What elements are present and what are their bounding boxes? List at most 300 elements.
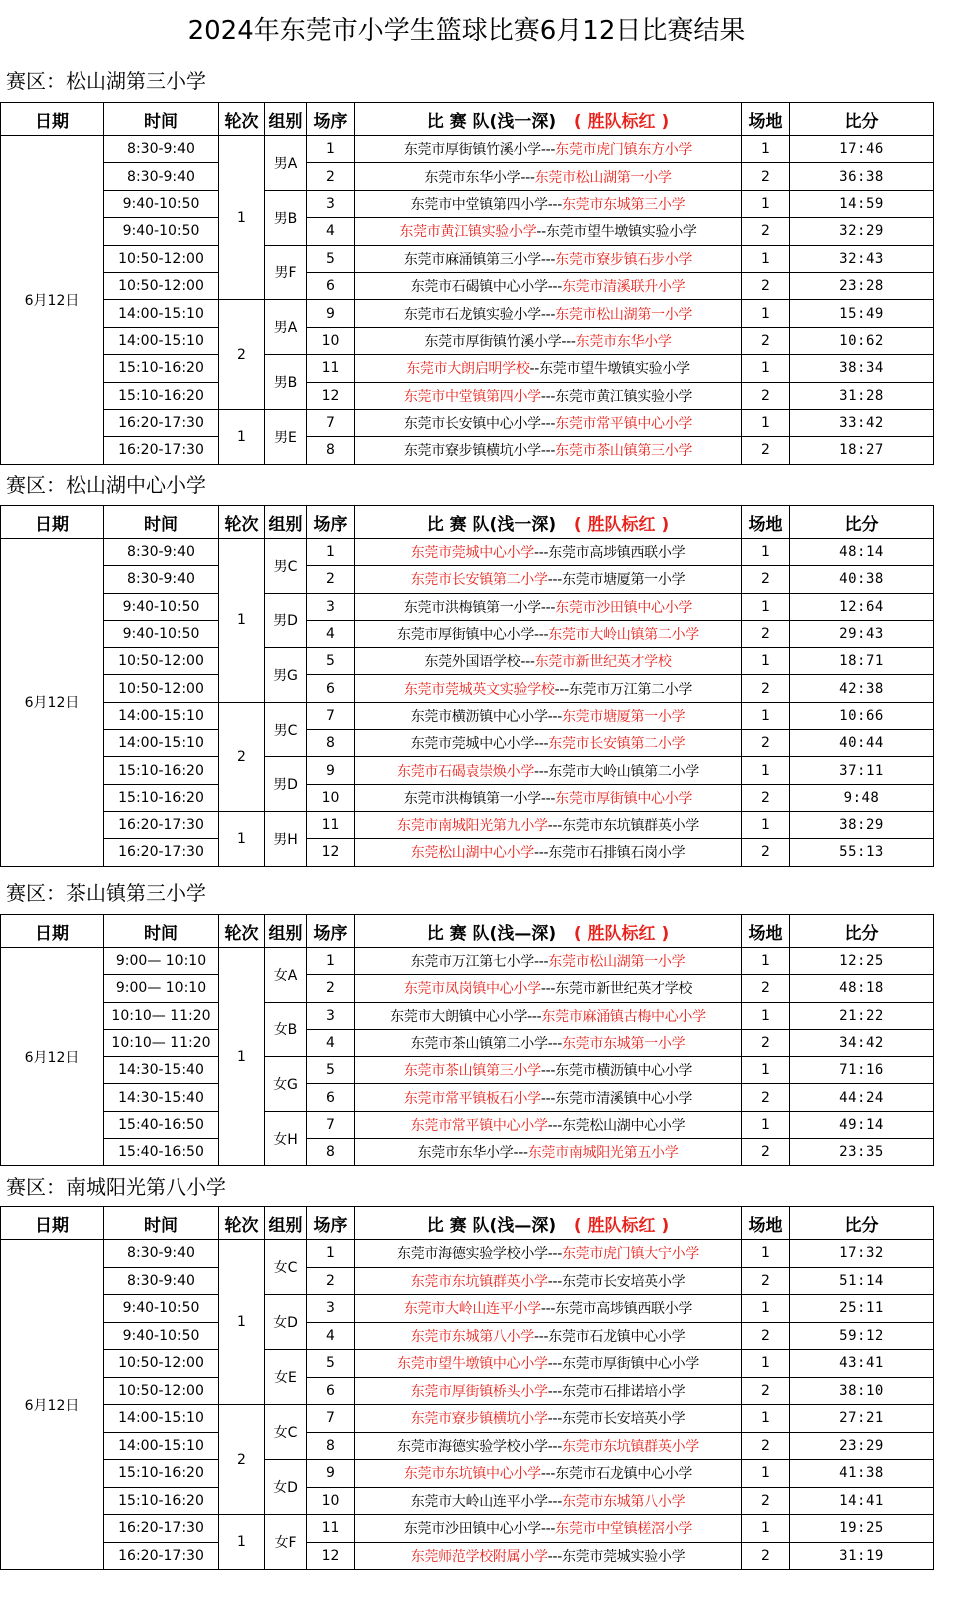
match-teams [355, 1240, 742, 1268]
team-separator: --- [547, 1117, 562, 1134]
match-time: 16:20-17:30 [104, 1515, 219, 1543]
match-teams [355, 948, 742, 975]
team-separator: --- [540, 416, 556, 433]
match-date: 6月12日 [1, 948, 104, 1166]
column-header-court: 场地 [742, 915, 790, 948]
team-dark: 东莞市东城第一小学 [561, 1036, 686, 1053]
match-score: 48:14 [790, 539, 934, 566]
match-round: 1 [219, 948, 265, 1166]
team-dark: 东莞市松山湖第一小学 [534, 169, 672, 186]
match-time: 14:00-15:10 [104, 327, 219, 354]
match-score: 31:28 [790, 382, 934, 409]
winner-note: 胜队标红 [587, 923, 656, 944]
team-dark: 东莞市大岭山镇第二小学 [548, 763, 699, 780]
team-separator: --- [547, 572, 562, 589]
match-court: 2 [742, 1139, 790, 1166]
table-row [1, 1432, 934, 1460]
team-light: 东莞市寮步镇横坑小学 [410, 1411, 548, 1428]
table-row [1, 272, 934, 299]
team-dark: 东莞市横沥镇中心小学 [555, 1063, 693, 1080]
match-group: 女G [265, 1057, 307, 1112]
team-dark: 东莞市厚街镇中心小学 [561, 1356, 699, 1373]
team-light: 东莞市东华小学 [424, 169, 521, 186]
match-time: 16:20-17:30 [104, 839, 219, 866]
table-row [1, 1460, 934, 1488]
match-teams [355, 566, 742, 593]
match-teams [355, 975, 742, 1002]
table-row [1, 620, 934, 647]
column-header-round: 轮次 [219, 915, 265, 948]
table-row [1, 593, 934, 620]
match-order: 2 [307, 163, 355, 190]
match-court: 2 [742, 1542, 790, 1570]
team-separator: --- [561, 333, 576, 350]
match-group: 女A [265, 948, 307, 1003]
match-court: 2 [742, 218, 790, 245]
team-dark: 东莞市新世纪英才学校 [555, 981, 693, 998]
match-score: 49:14 [790, 1111, 934, 1138]
team-light: 东莞市石碣袁崇焕小学 [397, 763, 535, 780]
column-header-score: 比分 [790, 915, 934, 948]
table-row [1, 190, 934, 217]
match-court: 2 [742, 620, 790, 647]
match-teams [355, 757, 742, 784]
team-separator: --- [547, 196, 562, 213]
match-order: 2 [307, 1267, 355, 1295]
team-dark: 东莞市沙田镇中心小学 [555, 599, 693, 616]
team-separator: --- [540, 599, 556, 616]
match-teams [355, 1377, 742, 1405]
match-teams [355, 1322, 742, 1350]
column-header-group: 组别 [265, 915, 307, 948]
match-time: 16:20-17:30 [104, 811, 219, 838]
column-header-date: 日期 [1, 915, 104, 948]
match-court: 2 [742, 1487, 790, 1515]
match-date: 6月12日 [1, 539, 104, 867]
team-dark: 东莞市东坑镇群英小学 [561, 1438, 699, 1455]
team-separator: --- [527, 1008, 542, 1025]
team-light: 东莞市黄江镇实验小学 [399, 224, 537, 241]
table-header-row [1, 915, 934, 948]
column-header-time: 时间 [104, 915, 219, 948]
match-group: 男E [265, 409, 307, 464]
team-separator: --- [547, 279, 562, 296]
match-order: 1 [307, 1240, 355, 1268]
match-court: 2 [742, 272, 790, 299]
match-order: 3 [307, 1295, 355, 1323]
results-table [0, 505, 934, 867]
match-teams [355, 1029, 742, 1056]
match-teams [355, 539, 742, 566]
team-separator: --- [540, 306, 556, 323]
match-round: 1 [219, 136, 265, 300]
match-group: 男C [265, 539, 307, 594]
team-light: 东莞外国语学校 [424, 654, 521, 671]
table-row [1, 675, 934, 702]
match-teams [355, 272, 742, 299]
match-score: 18:71 [790, 648, 934, 675]
team-separator: --- [540, 443, 556, 460]
team-dark: 东莞市南城阳光第五小学 [527, 1145, 679, 1162]
match-court: 1 [742, 1515, 790, 1543]
match-court: 2 [742, 382, 790, 409]
match-court: 1 [742, 593, 790, 620]
match-teams [355, 648, 742, 675]
match-score: 36:38 [790, 163, 934, 190]
column-header-score: 比分 [790, 103, 934, 136]
team-light: 东莞市海德实验学校小学 [397, 1438, 548, 1455]
match-teams [355, 355, 742, 382]
match-teams [355, 136, 742, 163]
match-order: 1 [307, 948, 355, 975]
table-row [1, 948, 934, 975]
match-teams [355, 1432, 742, 1460]
table-row [1, 1487, 934, 1515]
match-time: 9:40-10:50 [104, 218, 219, 245]
match-time: 15:10-16:20 [104, 1460, 219, 1488]
table-row [1, 218, 934, 245]
table-row [1, 163, 934, 190]
match-score: 42:38 [790, 675, 934, 702]
match-score: 55:13 [790, 839, 934, 866]
match-teams [355, 1139, 742, 1166]
match-order: 6 [307, 272, 355, 299]
team-dark: 东莞市长安培英小学 [561, 1411, 686, 1428]
match-court: 1 [742, 136, 790, 163]
match-order: 5 [307, 648, 355, 675]
team-light: 东莞市麻涌镇第三小学 [403, 251, 541, 268]
table-row [1, 1515, 934, 1543]
match-court: 2 [742, 1084, 790, 1111]
match-time: 9:40-10:50 [104, 1322, 219, 1350]
column-header-round: 轮次 [219, 506, 265, 539]
column-header-teams [355, 915, 742, 948]
match-teams [355, 1515, 742, 1543]
match-score: 31:19 [790, 1542, 934, 1570]
match-round: 2 [219, 300, 265, 410]
match-score: 21:22 [790, 1002, 934, 1029]
match-court: 2 [742, 975, 790, 1002]
match-court: 1 [742, 1405, 790, 1433]
team-dark: 东莞市塘厦第一小学 [561, 708, 686, 725]
match-time: 16:20-17:30 [104, 1542, 219, 1570]
team-separator: --- [534, 627, 549, 644]
match-score: 32:29 [790, 218, 934, 245]
match-score: 15:49 [790, 300, 934, 327]
team-dark: 东莞市长安培英小学 [561, 1273, 686, 1290]
team-light: 东莞市大朗启明学校 [406, 361, 530, 378]
teams-header-label: 比 赛 队(浅—深) [426, 1215, 557, 1236]
match-group: 男A [265, 136, 307, 191]
match-order: 11 [307, 811, 355, 838]
match-court: 2 [742, 1267, 790, 1295]
team-separator: --- [540, 981, 556, 998]
table-row [1, 975, 934, 1002]
team-separator: --- [540, 790, 556, 807]
team-dark: 东莞市松山湖第一小学 [548, 954, 686, 971]
team-dark: 东莞市高埗镇西联小学 [548, 545, 686, 562]
table-row [1, 839, 934, 866]
match-round: 1 [219, 1240, 265, 1405]
match-order: 4 [307, 218, 355, 245]
match-order: 4 [307, 620, 355, 647]
match-group: 男D [265, 593, 307, 648]
team-light: 东莞市莞城中心小学 [410, 736, 535, 753]
team-separator: --- [513, 1145, 528, 1162]
match-court: 1 [742, 539, 790, 566]
match-group: 男F [265, 245, 307, 300]
match-court: 2 [742, 1322, 790, 1350]
match-score: 32:43 [790, 245, 934, 272]
team-separator: --- [547, 1246, 562, 1263]
match-score: 19:25 [790, 1515, 934, 1543]
team-separator: -- [536, 224, 546, 241]
team-light: 东莞市常平镇板石小学 [403, 1090, 541, 1107]
table-row [1, 730, 934, 757]
team-separator: --- [534, 736, 549, 753]
match-time: 10:50-12:00 [104, 245, 219, 272]
match-order: 2 [307, 566, 355, 593]
paren-open: ( [556, 923, 588, 944]
paren-open: ( [556, 111, 588, 132]
match-order: 5 [307, 1057, 355, 1084]
match-court: 2 [742, 163, 790, 190]
match-score: 27:21 [790, 1405, 934, 1433]
winner-note: 胜队标红 [587, 514, 656, 535]
team-light: 东莞市凤岗镇中心小学 [403, 981, 541, 998]
match-score: 48:18 [790, 975, 934, 1002]
match-time: 8:30-9:40 [104, 136, 219, 163]
column-header-teams [355, 506, 742, 539]
team-light: 东莞市石龙镇实验小学 [403, 306, 541, 323]
match-score: 23:29 [790, 1432, 934, 1460]
match-court: 1 [742, 702, 790, 729]
team-light: 东莞市大朗镇中心小学 [390, 1008, 528, 1025]
match-court: 1 [742, 1460, 790, 1488]
match-court: 1 [742, 1057, 790, 1084]
column-header-group: 组别 [265, 506, 307, 539]
table-row [1, 1002, 934, 1029]
team-dark: 东莞市东坑镇群英小学 [561, 818, 699, 835]
match-order: 9 [307, 300, 355, 327]
winner-note: 胜队标红 [587, 111, 656, 132]
team-dark: 东莞松山湖中心小学 [561, 1117, 686, 1134]
team-light: 东莞市茶山镇第二小学 [410, 1036, 548, 1053]
team-light: 东莞市莞城英文实验学校 [403, 681, 555, 698]
match-order: 6 [307, 1084, 355, 1111]
match-court: 1 [742, 648, 790, 675]
match-court: 2 [742, 437, 790, 464]
results-table [0, 102, 934, 465]
match-date: 6月12日 [1, 1240, 104, 1570]
team-dark: 东莞市清溪镇中心小学 [555, 1090, 693, 1107]
team-dark: 东莞市塘厦第一小学 [561, 572, 686, 589]
team-light: 东莞市中堂镇第四小学 [403, 388, 541, 405]
column-header-date: 日期 [1, 103, 104, 136]
match-score: 9:48 [790, 784, 934, 811]
team-separator: --- [540, 251, 556, 268]
table-row [1, 1322, 934, 1350]
table-row [1, 539, 934, 566]
match-court: 2 [742, 1432, 790, 1460]
match-teams [355, 163, 742, 190]
match-order: 2 [307, 975, 355, 1002]
team-light: 东莞市万江第七小学 [410, 954, 535, 971]
column-header-score: 比分 [790, 1207, 934, 1240]
team-light: 东莞市长安镇中心小学 [403, 416, 541, 433]
match-court: 1 [742, 757, 790, 784]
table-row [1, 784, 934, 811]
match-time: 14:00-15:10 [104, 730, 219, 757]
team-dark: 东莞市望牛墩镇实验小学 [539, 361, 690, 378]
match-order: 10 [307, 1487, 355, 1515]
team-separator: --- [547, 1438, 562, 1455]
match-court: 2 [742, 784, 790, 811]
team-separator: --- [540, 142, 556, 159]
table-row [1, 1240, 934, 1268]
teams-header-label: 比 赛 队(浅—深) [426, 923, 557, 944]
match-teams [355, 409, 742, 436]
match-teams [355, 1487, 742, 1515]
match-time: 10:50-12:00 [104, 648, 219, 675]
team-light: 东莞市横沥镇中心小学 [410, 708, 548, 725]
table-row [1, 1057, 934, 1084]
team-dark: 东莞市中堂镇槎滘小学 [555, 1521, 693, 1538]
table-row [1, 1084, 934, 1111]
match-court: 2 [742, 566, 790, 593]
table-row [1, 382, 934, 409]
paren-open: ( [556, 1215, 588, 1236]
team-light: 东莞师范学校附属小学 [410, 1548, 548, 1565]
column-header-order: 场序 [307, 915, 355, 948]
results-table [0, 1206, 934, 1570]
team-light: 东莞市莞城中心小学 [410, 545, 535, 562]
team-dark: 东莞市虎门镇大宁小学 [561, 1246, 699, 1263]
table-row [1, 1139, 934, 1166]
team-light: 东莞市厚街镇桥头小学 [410, 1383, 548, 1400]
team-separator: --- [534, 845, 549, 862]
match-court: 1 [742, 190, 790, 217]
match-order: 4 [307, 1029, 355, 1056]
team-separator: --- [547, 1493, 562, 1510]
match-score: 10:66 [790, 702, 934, 729]
match-score: 59:12 [790, 1322, 934, 1350]
match-time: 15:10-16:20 [104, 784, 219, 811]
match-order: 7 [307, 1405, 355, 1433]
column-header-order: 场序 [307, 506, 355, 539]
match-time: 9:40-10:50 [104, 593, 219, 620]
team-light: 东莞市茶山镇第三小学 [403, 1063, 541, 1080]
match-time: 15:10-16:20 [104, 382, 219, 409]
match-time: 14:00-15:10 [104, 1405, 219, 1433]
venue-heading: 赛区：南城阳光第八小学 [6, 1175, 226, 1199]
team-light: 东莞市厚街镇中心小学 [397, 627, 535, 644]
team-light: 东莞市大岭山连平小学 [403, 1301, 541, 1318]
match-order: 7 [307, 702, 355, 729]
match-score: 40:44 [790, 730, 934, 757]
team-dark: 东莞市常平镇中心小学 [555, 416, 693, 433]
match-time: 8:30-9:40 [104, 1240, 219, 1268]
match-order: 11 [307, 1515, 355, 1543]
match-score: 33:42 [790, 409, 934, 436]
team-light: 东莞市大岭山连平小学 [410, 1493, 548, 1510]
table-header-row [1, 506, 934, 539]
match-teams [355, 811, 742, 838]
match-time: 8:30-9:40 [104, 163, 219, 190]
team-dark: 东莞市清溪联升小学 [561, 279, 686, 296]
match-time: 10:10— 11:20 [104, 1029, 219, 1056]
match-group: 男H [265, 811, 307, 866]
match-score: 38:34 [790, 355, 934, 382]
match-group: 男D [265, 757, 307, 812]
match-time: 10:50-12:00 [104, 1350, 219, 1378]
match-order: 8 [307, 1139, 355, 1166]
match-order: 8 [307, 1432, 355, 1460]
paren-open: ( [556, 514, 588, 535]
table-row [1, 648, 934, 675]
match-teams [355, 620, 742, 647]
match-score: 12:25 [790, 948, 934, 975]
team-light: 东莞市常平镇中心小学 [410, 1117, 548, 1134]
match-court: 2 [742, 1377, 790, 1405]
team-light: 东莞市南城阳光第九小学 [397, 818, 548, 835]
match-time: 9:40-10:50 [104, 190, 219, 217]
match-group: 男B [265, 355, 307, 410]
team-separator: --- [547, 1411, 562, 1428]
match-order: 12 [307, 1542, 355, 1570]
match-order: 12 [307, 382, 355, 409]
match-score: 25:11 [790, 1295, 934, 1323]
match-score: 12:64 [790, 593, 934, 620]
match-round: 1 [219, 409, 265, 464]
match-teams [355, 1002, 742, 1029]
table-row [1, 245, 934, 272]
match-score: 37:11 [790, 757, 934, 784]
venue-heading: 赛区：松山湖第三小学 [6, 69, 206, 93]
match-teams [355, 1267, 742, 1295]
match-round: 1 [219, 1515, 265, 1570]
match-teams [355, 1350, 742, 1378]
team-light: 东莞市沙田镇中心小学 [403, 1521, 541, 1538]
match-time: 15:10-16:20 [104, 355, 219, 382]
team-light: 东莞市厚街镇竹溪小学 [424, 333, 562, 350]
team-light: 东莞市石碣镇中心小学 [410, 279, 548, 296]
table-row [1, 437, 934, 464]
match-order: 4 [307, 1322, 355, 1350]
team-separator: -- [529, 361, 540, 378]
column-header-time: 时间 [104, 506, 219, 539]
match-score: 17:46 [790, 136, 934, 163]
column-header-group: 组别 [265, 1207, 307, 1240]
team-dark: 东莞市万江第二小学 [568, 681, 693, 698]
match-time: 16:20-17:30 [104, 409, 219, 436]
team-dark: 东莞市东城第八小学 [561, 1493, 686, 1510]
column-header-court: 场地 [742, 103, 790, 136]
team-separator: --- [547, 818, 562, 835]
team-separator: --- [540, 1466, 556, 1483]
team-dark: 东莞市东华小学 [575, 333, 672, 350]
match-score: 10:62 [790, 327, 934, 354]
match-score: 29:43 [790, 620, 934, 647]
match-teams [355, 1460, 742, 1488]
team-light: 东莞市长安镇第二小学 [410, 572, 548, 589]
match-order: 3 [307, 593, 355, 620]
match-time: 15:10-16:20 [104, 757, 219, 784]
match-score: 51:14 [790, 1267, 934, 1295]
match-court: 2 [742, 327, 790, 354]
team-light: 东莞市东城第八小学 [410, 1328, 535, 1345]
winner-note: 胜队标红 [587, 1215, 656, 1236]
